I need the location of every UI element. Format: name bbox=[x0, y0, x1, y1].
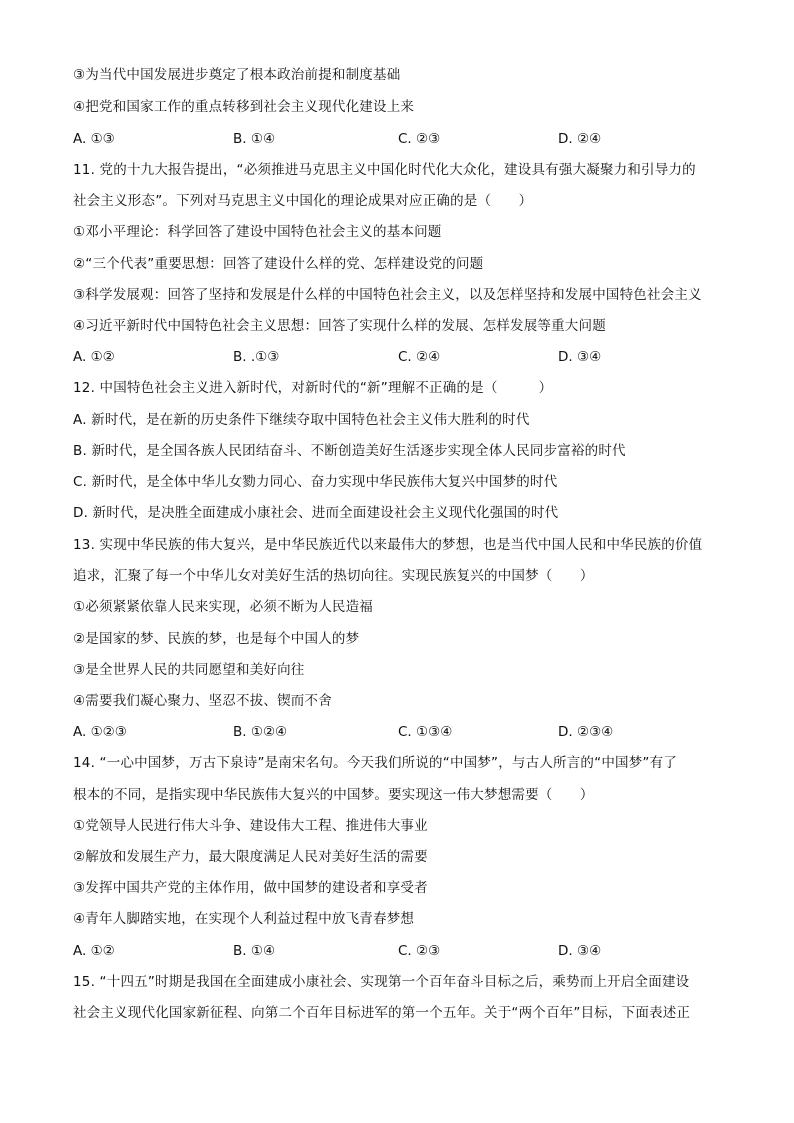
q14-item-3: ③发挥中国共产党的主体作用，做中国梦的建设者和享受者 bbox=[73, 880, 428, 896]
q10-option-b: B. ①④ bbox=[233, 131, 276, 147]
q11-options bbox=[73, 347, 733, 367]
q14-item-4: ④青年人脚踏实地，在实现个人利益过程中放飞青春梦想 bbox=[73, 911, 415, 927]
q14-stem-line-1: 14. “一心中国梦，万古下泉诗”是南宋名句。今天我们所说的“中国梦”，与古人所言的“中国梦”有了 bbox=[73, 755, 678, 771]
q11-item-3: ③科学发展观：回答了坚持和发展是什么样的中国特色社会主义，以及怎样坚持和发展中国特色社会主义 bbox=[73, 287, 702, 303]
q12-option-c: C. 新时代，是全体中华儿女勠力同心、奋力实现中华民族伟大复兴中国梦的时代 bbox=[73, 474, 558, 490]
q11-item-4: ④习近平新时代中国特色社会主义思想：回答了实现什么样的发展、怎样发展等重大问题 bbox=[73, 318, 606, 334]
q13-options bbox=[73, 722, 733, 742]
q14-item-1: ①党领导人民进行伟大斗争、建设伟大工程、推进伟大事业 bbox=[73, 818, 428, 834]
q11-stem-line-1: 11. 党的十九大报告提出，“必须推进马克思主义中国化时代化大众化，建设具有强大凝聚力和引导力的 bbox=[73, 162, 696, 178]
q14-option-b: B. ①④ bbox=[233, 943, 276, 959]
q12-option-a: A. 新时代，是在新的历史条件下继续夺取中国特色社会主义伟大胜利的时代 bbox=[73, 412, 530, 428]
q12-option-b: B. 新时代，是全国各族人民团结奋斗、不断创造美好生活逐步实现全体人民同步富裕的时代 bbox=[73, 443, 626, 459]
q11-item-1: ①邓小平理论：科学回答了建设中国特色社会主义的基本问题 bbox=[73, 224, 442, 240]
q14-option-d: D. ③④ bbox=[558, 943, 602, 959]
q11-item-2: ②“三个代表”重要思想：回答了建设什么样的党、怎样建设党的问题 bbox=[73, 256, 484, 272]
q10-option-c: C. ②③ bbox=[398, 131, 441, 147]
q13-item-1: ①必须紧紧依靠人民来实现，必须不断为人民造福 bbox=[73, 599, 374, 615]
q12-option-d: D. 新时代，是决胜全面建成小康社会、进而全面建设社会主义现代化强国的时代 bbox=[73, 505, 559, 521]
q13-option-d: D. ②③④ bbox=[558, 724, 614, 740]
q11-option-d: D. ③④ bbox=[558, 349, 602, 365]
q14-options bbox=[73, 941, 733, 961]
q13-stem-line-1: 13. 实现中华民族的伟大复兴，是中华民族近代以来最伟大的梦想，也是当代中国人民和中华民族的价值 bbox=[73, 537, 703, 553]
q14-option-a: A. ①② bbox=[73, 943, 115, 959]
q13-stem-line-2: 追求，汇聚了每一个中华儿女对美好生活的热切向往。实现民族复兴的中国梦（ ） bbox=[73, 568, 594, 584]
q11-option-c: C. ②④ bbox=[398, 349, 441, 365]
q10-item-3: ③为当代中国发展进步奠定了根本政治前提和制度基础 bbox=[73, 67, 401, 83]
q13-item-3: ③是全世界人民的共同愿望和美好向往 bbox=[73, 662, 305, 678]
q10-options bbox=[73, 129, 733, 149]
q14-option-c: C. ②③ bbox=[398, 943, 441, 959]
q13-item-2: ②是国家的梦、民族的梦，也是每个中国人的梦 bbox=[73, 631, 360, 647]
q13-option-c: C. ①③④ bbox=[398, 724, 453, 740]
q15-stem-line-1: 15. “十四五”时期是我国在全面建成小康社会、实现第一个百年奋斗目标之后，乘势而上开启全面建设 bbox=[73, 974, 690, 990]
q10-option-a: A. ①③ bbox=[73, 131, 115, 147]
q11-option-a: A. ①② bbox=[73, 349, 115, 365]
q13-option-a: A. ①②③ bbox=[73, 724, 127, 740]
q15-stem-line-2: 社会主义现代化国家新征程、向第二个百年目标进军的第一个五年。关于“两个百年”目标，下面表述正 bbox=[73, 1005, 691, 1021]
q13-item-4: ④需要我们凝心聚力、坚忍不拔、锲而不舍 bbox=[73, 693, 332, 709]
q10-option-d: D. ②④ bbox=[558, 131, 602, 147]
q14-stem-line-2: 根本的不同，是指实现中华民族伟大复兴的中国梦。要实现这一伟大梦想需要（ ） bbox=[73, 787, 594, 803]
q11-stem-line-2: 社会主义形态”。下列对马克思主义中国化的理论成果对应正确的是（ ） bbox=[73, 193, 533, 209]
q11-option-b: B. .①③ bbox=[233, 349, 280, 365]
q10-item-4: ④把党和国家工作的重点转移到社会主义现代化建设上来 bbox=[73, 99, 415, 115]
q12-stem: 12. 中国特色社会主义进入新时代，对新时代的“新”理解不正确的是（ ） bbox=[73, 380, 553, 396]
q14-item-2: ②解放和发展生产力，最大限度满足人民对美好生活的需要 bbox=[73, 849, 428, 865]
q13-option-b: B. ①②④ bbox=[233, 724, 288, 740]
